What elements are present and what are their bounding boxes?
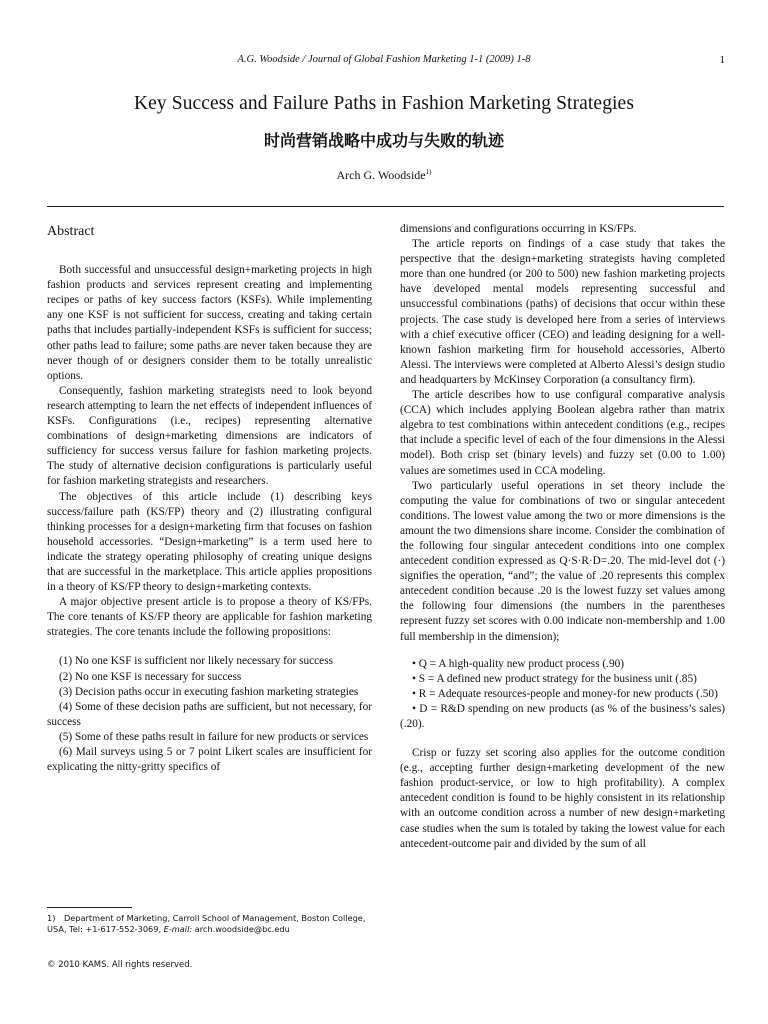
dimension-item: • S = A defined new product strategy for the business unit (.85) — [412, 672, 697, 685]
footnote-mark: 1) — [47, 913, 56, 923]
propositions-list — [47, 654, 372, 775]
page-number: 1 — [719, 54, 725, 66]
abstract-paragraph: Both successful and unsuccessful design+marketing projects in high fashion products and services represent creating and implementing recipes or paths of key success factors (KSFs). While implementing any one KSF is not sufficient for success, creating and taking certain paths that includes partially-independent KSFs is sufficient for success; other paths lead to failure; some paths are never taken because they are never though of or designers consider them to be totally unrealistic options. — [47, 264, 372, 382]
author-footnote-mark: 1) — [425, 168, 432, 176]
dimension-item: • Q = A high-quality new product process (.90) — [412, 657, 625, 670]
footnote-rule — [47, 907, 132, 908]
copyright-notice: © 2010 KAMS. All rights reserved. — [47, 960, 193, 970]
footnote-email: arch.woodside@bc.edu — [192, 924, 290, 934]
dimension-item: • R = Adequate resources-people and money-for new products (.50) — [412, 687, 718, 700]
author-name: Arch G. Woodside — [336, 168, 426, 182]
abstract-heading: Abstract — [47, 224, 95, 239]
header-rule — [47, 206, 724, 207]
abstract-paragraph: The objectives of this article include (1) describing keys success/failure path (KS/FP) theory and (2) illustrating configural thinking processes for a design+marketing firm that focuses on fashion household accessories. “Design+marketing” is a term used here to indicate the strategy operating philosophy of creating unique designs that are successful in the marketplace. This article applies propositions in a theory of KS/FP theory to design+marketing contexts. — [47, 490, 372, 594]
body-paragraph: The article describes how to use configural comparative analysis (CCA) which includes applying Boolean algebra rather than matrix algebra to test combinations within antecedent conditions (e.g., recipes that include a specific level of each of the four dimensions in the Alessi model). Both crisp set (binary levels) and fuzzy set (0.00 to 1.00) values are sometimes used in CCA modeling. — [400, 389, 725, 477]
running-header: A.G. Woodside / Journal of Global Fashion Marketing 1-1 (2009) 1-8 — [237, 54, 531, 65]
dimensions-list — [400, 657, 725, 732]
abstract-paragraph: A major objective present article is to propose a theory of KS/FPs. The core tenants of KS/FP theory are applicable for fashion marketing strategies. The core tenants include the following propositions: — [47, 596, 372, 639]
body-paragraph: Crisp or fuzzy set scoring also applies for the outcome condition (e.g., accepting further design+marketing development of the new fashion product-service, or low to high profitability). A complex antecedent condition is found to be highly consistent in its relationship with an outcome condition across a number of new design+marketing case studies when the sum is totaled by taking the lowest value for each antecedent-outcome pair and divided by the sum of all — [400, 747, 725, 850]
proposition-item: (6) Mail surveys using 5 or 7 point Likert scales are insufficient for explicating the nitty-gritty specifics of — [47, 746, 372, 774]
footnote-affiliation: Department of Marketing, Carroll School of Management, Boston College, USA, Tel: +1-617-552-3069, — [47, 913, 366, 934]
author-footnote — [47, 913, 377, 935]
abstract-paragraph: Consequently, fashion marketing strategists need to look beyond research attempting to learn the net effects of independent influences of KSFs. Configurations (i.e., recipes) representing alternative combinations of design+marketing dimensions are indicators of sufficiency for success versus failure for fashion marketing projects. The study of alternative decision configurations is particularly useful for fashion marketing strategists and researchers. — [47, 384, 372, 488]
body-paragraph: dimensions and configurations occurring in KS/FPs. — [400, 223, 637, 235]
proposition-item: (2) No one KSF is necessary for success — [59, 670, 242, 683]
author-line — [0, 168, 768, 183]
footnote-email-label: E-mail: — [163, 924, 193, 934]
proposition-item: (4) Some of these decision paths are sufficient, but not necessary, for success — [47, 700, 372, 728]
proposition-item: (5) Some of these paths result in failure for new products or services — [59, 730, 369, 743]
proposition-item: (1) No one KSF is sufficient nor likely necessary for success — [59, 655, 333, 668]
chinese-title: 时尚营销战略中成功与失败的轨迹 — [263, 131, 504, 150]
proposition-item: (3) Decision paths occur in executing fashion marketing strategies — [59, 685, 359, 698]
body-paragraph: The article reports on findings of a case study that takes the perspective that the design+marketing strategists having completed more than one hundred (or 200 to 500) new fashion marketing projects have developed mental models representing successful and unsuccessful combinations (paths) of decisions that occur within these projects. The case study is developed here from a series of interviews with a chief executive officer (CEO) and leading designing for a well-known fashion marketing firm for household accessories, Alberto Alessi. The interviews were completed at Alberto Alessi’s design studio and headquarters by McKinsey Corporation (a consultancy firm). — [400, 238, 725, 386]
dimension-item: • D = R&D spending on new products (as % of the business’s sales) (.20). — [400, 702, 725, 730]
left-column — [47, 224, 372, 775]
body-paragraph: Two particularly useful operations in set theory include the computing the value for combinations of two or singular antecedent conditions. The lowest value among the two or more dimensions is the amount the two dimensions share income. Consider the combination of the following four singular antecedent conditions into one complex antecedent condition expressed as Q·S·R·D=.20. The mid-level dot (·) signifies the operation, “and”; the value of .20 represents this complex antecedent condition because .20 is the lowest fuzzy set values among the following four dimensions (the numbers in the parentheses represent fuzzy set scores with 0.00 indicate non-membership and 1.00 full membership in the dimension); — [400, 479, 725, 643]
right-column — [400, 222, 725, 852]
paper-title: Key Success and Failure Paths in Fashion Marketing Strategies — [133, 93, 635, 114]
